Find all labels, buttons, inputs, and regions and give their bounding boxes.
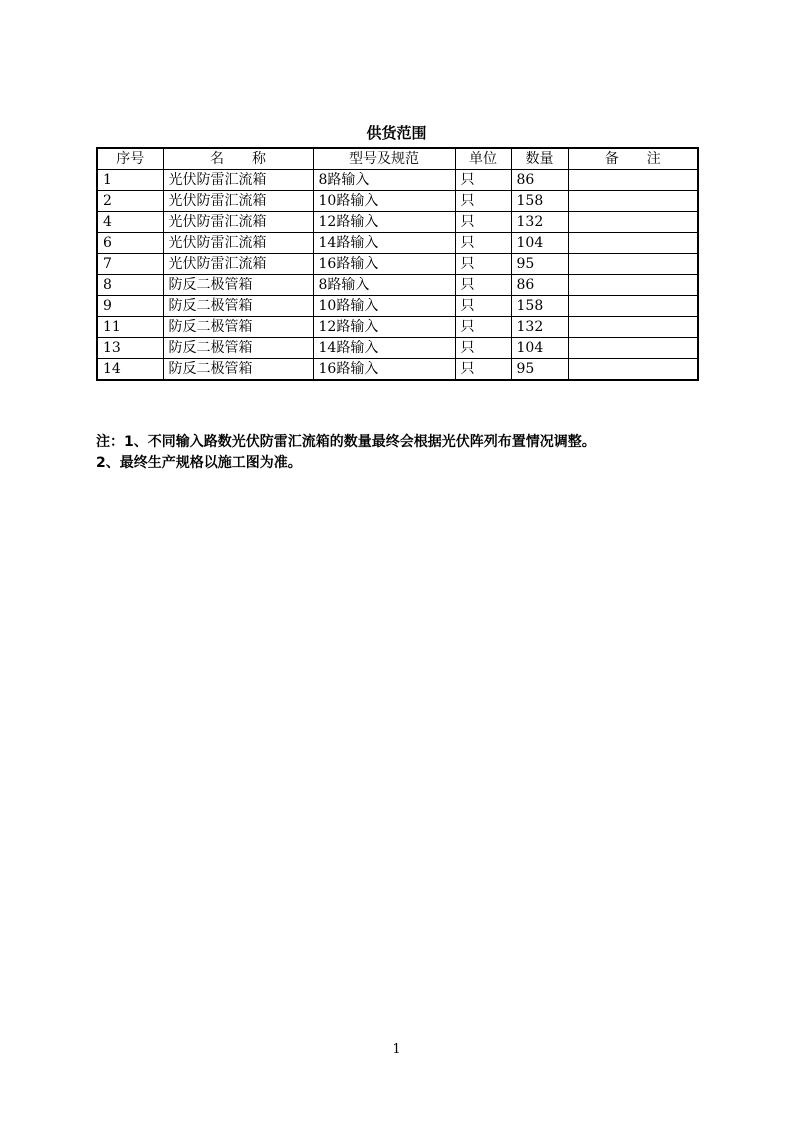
cell-model-spec: 16路输入 <box>313 359 455 381</box>
cell-serial-number: 9 <box>97 296 163 317</box>
cell-unit: 只 <box>455 191 511 212</box>
supply-scope-table <box>96 147 699 381</box>
cell-unit: 只 <box>455 170 511 191</box>
table-row <box>97 191 698 212</box>
cell-unit: 只 <box>455 338 511 359</box>
page-number: 1 <box>392 1042 401 1057</box>
cell-name: 光伏防雷汇流箱 <box>163 212 313 233</box>
cell-name: 防反二极管箱 <box>163 296 313 317</box>
cell-model-spec: 8路输入 <box>313 275 455 296</box>
cell-remarks <box>568 233 698 254</box>
cell-name: 防反二极管箱 <box>163 275 313 296</box>
cell-serial-number: 4 <box>97 212 163 233</box>
header-serial-number: 序号 <box>97 148 163 170</box>
cell-model-spec: 8路输入 <box>313 170 455 191</box>
table-header-row <box>97 148 698 170</box>
cell-quantity: 158 <box>511 296 568 317</box>
cell-quantity: 86 <box>511 275 568 296</box>
table-row <box>97 233 698 254</box>
cell-remarks <box>568 338 698 359</box>
cell-remarks <box>568 212 698 233</box>
cell-remarks <box>568 317 698 338</box>
cell-name: 光伏防雷汇流箱 <box>163 191 313 212</box>
cell-quantity: 95 <box>511 254 568 275</box>
table-row <box>97 254 698 275</box>
cell-quantity: 158 <box>511 191 568 212</box>
cell-serial-number: 6 <box>97 233 163 254</box>
table-row <box>97 296 698 317</box>
cell-name: 防反二极管箱 <box>163 317 313 338</box>
cell-model-spec: 14路输入 <box>313 233 455 254</box>
cell-name: 光伏防雷汇流箱 <box>163 254 313 275</box>
cell-unit: 只 <box>455 317 511 338</box>
cell-serial-number: 7 <box>97 254 163 275</box>
cell-name: 防反二极管箱 <box>163 359 313 381</box>
table-row <box>97 317 698 338</box>
cell-quantity: 132 <box>511 212 568 233</box>
cell-model-spec: 14路输入 <box>313 338 455 359</box>
cell-quantity: 104 <box>511 233 568 254</box>
cell-model-spec: 12路输入 <box>313 212 455 233</box>
cell-serial-number: 1 <box>97 170 163 191</box>
header-model-spec: 型号及规范 <box>313 148 455 170</box>
cell-unit: 只 <box>455 254 511 275</box>
table-row <box>97 275 698 296</box>
cell-quantity: 104 <box>511 338 568 359</box>
cell-remarks <box>568 170 698 191</box>
cell-unit: 只 <box>455 359 511 381</box>
cell-model-spec: 10路输入 <box>313 296 455 317</box>
table-row <box>97 359 698 381</box>
cell-serial-number: 2 <box>97 191 163 212</box>
cell-remarks <box>568 296 698 317</box>
cell-remarks <box>568 191 698 212</box>
cell-unit: 只 <box>455 296 511 317</box>
header-quantity: 数量 <box>511 148 568 170</box>
cell-serial-number: 8 <box>97 275 163 296</box>
table-row <box>97 338 698 359</box>
cell-name: 光伏防雷汇流箱 <box>163 233 313 254</box>
cell-model-spec: 12路输入 <box>313 317 455 338</box>
cell-remarks <box>568 275 698 296</box>
document-title: 供货范围 <box>366 124 427 142</box>
note-line-2: 2、最终生产规格以施工图为准。 <box>96 455 302 471</box>
cell-unit: 只 <box>455 212 511 233</box>
cell-model-spec: 16路输入 <box>313 254 455 275</box>
cell-unit: 只 <box>455 233 511 254</box>
notes-section <box>96 432 596 474</box>
cell-name: 防反二极管箱 <box>163 338 313 359</box>
header-unit: 单位 <box>455 148 511 170</box>
cell-model-spec: 10路输入 <box>313 191 455 212</box>
cell-serial-number: 14 <box>97 359 163 381</box>
table-row <box>97 170 698 191</box>
cell-name: 光伏防雷汇流箱 <box>163 170 313 191</box>
table-row <box>97 212 698 233</box>
cell-remarks <box>568 359 698 381</box>
cell-quantity: 95 <box>511 359 568 381</box>
header-remarks: 备 注 <box>568 148 698 170</box>
cell-unit: 只 <box>455 275 511 296</box>
note-line-1: 注：1、不同输入路数光伏防雷汇流箱的数量最终会根据光伏阵列布置情况调整。 <box>96 434 596 450</box>
cell-serial-number: 11 <box>97 317 163 338</box>
cell-quantity: 86 <box>511 170 568 191</box>
cell-serial-number: 13 <box>97 338 163 359</box>
cell-quantity: 132 <box>511 317 568 338</box>
cell-remarks <box>568 254 698 275</box>
header-name: 名 称 <box>163 148 313 170</box>
